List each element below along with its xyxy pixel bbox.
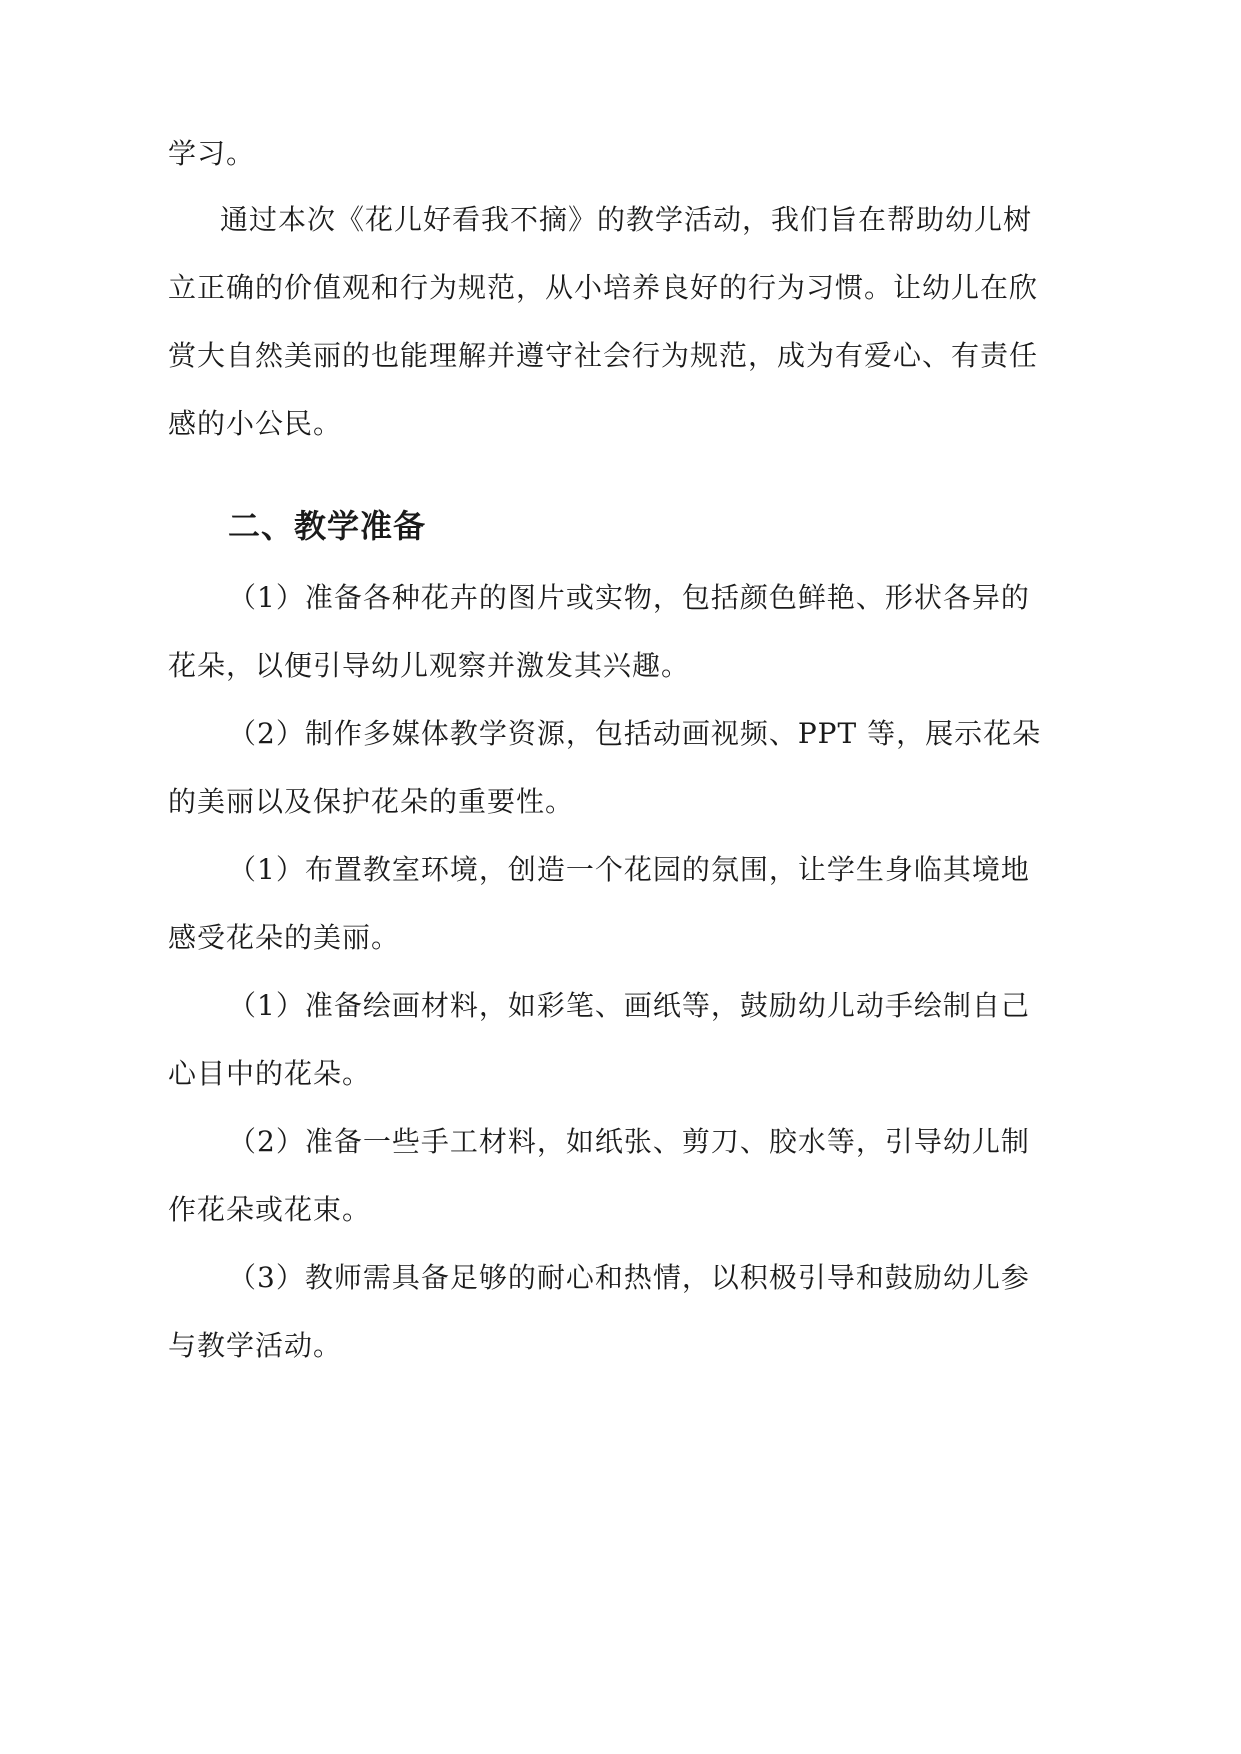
paragraph-line: （2）准备一些手工材料，如纸张、剪刀、胶水等，引导幼儿制 [228,1125,1030,1158]
paragraph-line: 与教学活动。 [168,1329,343,1362]
paragraph-line: 花朵，以便引导幼儿观察并激发其兴趣。 [168,649,691,682]
paragraph-line: 感受花朵的美丽。 [168,921,401,954]
paragraph-line: 感的小公民。 [168,407,343,440]
section-heading: 二、教学准备 [228,507,427,545]
paragraph-line: 赏大自然美丽的也能理解并遵守社会行为规范，成为有爱心、有责任 [168,339,1039,372]
paragraph-line: （1）布置教室环境，创造一个花园的氛围，让学生身临其境地 [228,853,1030,886]
paragraph-line: 立正确的价值观和行为规范，从小培养良好的行为习惯。让幼儿在欣 [168,271,1039,304]
paragraph-line: 心目中的花朵。 [168,1057,372,1090]
paragraph-line: 的美丽以及保护花朵的重要性。 [168,785,575,818]
paragraph-line: （2）制作多媒体教学资源，包括动画视频、PPT 等，展示花朵 [228,717,1042,750]
intro-tail-line: 学习。 [168,137,256,170]
paragraph-line: （1）准备绘画材料，如彩笔、画纸等，鼓励幼儿动手绘制自己 [228,989,1030,1022]
paragraph-line: （3）教师需具备足够的耐心和热情，以积极引导和鼓励幼儿参 [228,1261,1030,1294]
paragraph-line: 通过本次《花儿好看我不摘》的教学活动，我们旨在帮助幼儿树 [220,203,1033,236]
paragraph-line: （1）准备各种花卉的图片或实物，包括颜色鲜艳、形状各异的 [228,581,1030,614]
paragraph-line: 作花朵或花束。 [168,1193,372,1226]
